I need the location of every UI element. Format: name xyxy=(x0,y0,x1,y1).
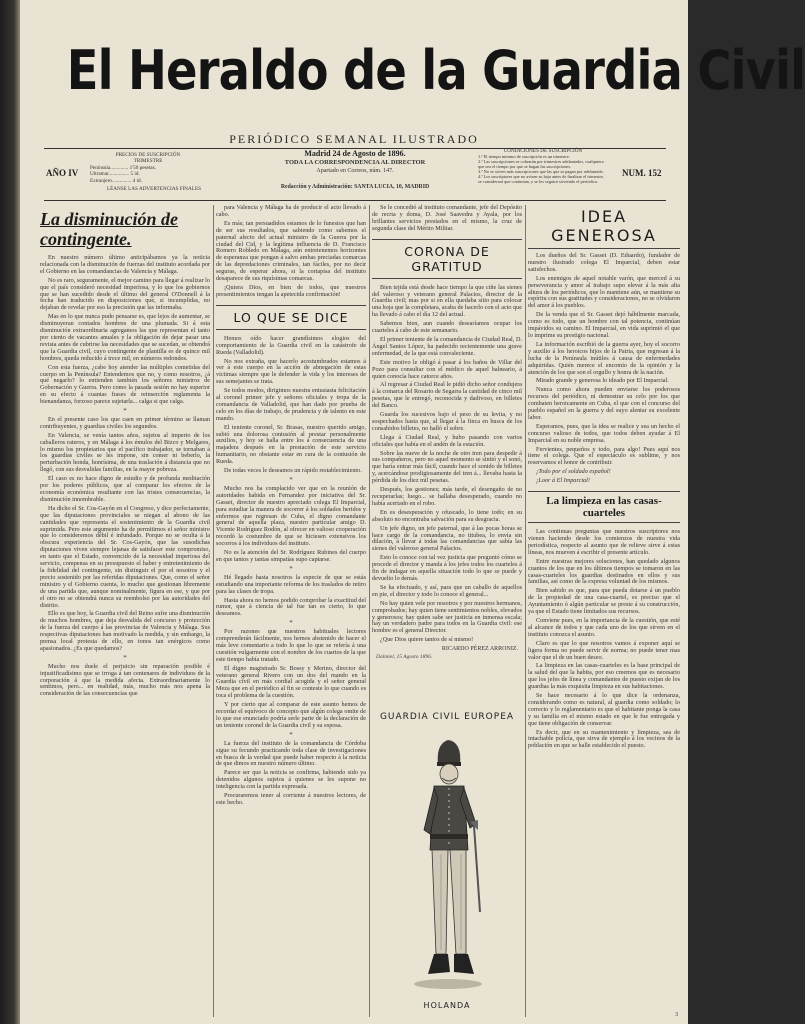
info-bar xyxy=(44,150,666,198)
paragraph: Los enemigos de aquel notable varón, que merced á su perseverancia y amor al trabajo supo elevar á la más alta altura de los periódicos, que lo mantiene aún, se mantiene su espíritu con sus gratitudes y consideraciones, no se olvidaron del amor á los pueblos. xyxy=(528,274,680,310)
column-2 xyxy=(216,205,366,1015)
section-body-corona-de-gratitud xyxy=(372,285,522,645)
paragraph: El digno magistrado Sr. Bossy y Merino, director del veterano general Rivero con un dos del mando en la Guardia civil en más cordial acogida y el señor general Meza que en el periódico al fin se conteste lo que cuando es toca el problema de la cuestión. xyxy=(216,664,366,700)
column-divider-3 xyxy=(525,205,526,1017)
paragraph: Esto lo conoce con tal vez justicia que preguntó cómo se procede el director y manda á los jefes todos los cuarteles á fin de indagar en aquella situación todo lo que se puede y devuelto lo demás. xyxy=(372,554,522,582)
paragraph: Después, los gestiones; más tarde, el desengaño de no recuperarlas; luego... se hallaba desesperado, cuando no había acertado en el robo. xyxy=(372,486,522,507)
paragraph: Hemos oído hacer grandísimos elogios del comportamiento de la Guardia civil en la catástrofe de Rueda (Valladolid). xyxy=(216,334,366,356)
section-body-limpieza xyxy=(528,529,680,750)
separator-stars: * xyxy=(123,407,127,416)
paragraph: Las continuas preguntas que nuestros suscriptores nos vienen haciendo desde los comienzos de nuestra vida periodística, respecto al asunto que de relieve sirve á estas líneas, nos mueven á escribir el presente artículo. xyxy=(528,528,680,556)
paragraph: Ello es que hoy, la Guardia civil del Reino sufre una disminución de muchos hombres, que deja desvalida del concurso y protección de la fuerza del cuerpo á las provincias de Valencia y Málaga. Sus respectivas diputaciones han motivado la medida, y sin embargo, la prensa local protesta de ello, en tonos tan enérgicos como apasionados. ¿Es que quedamos? xyxy=(40,610,210,652)
column-3 xyxy=(372,205,522,705)
paragraph: Conviene pues, en la importancia de la cuestión, que esté al alcance de todos y que cada uno de los que sirven en el instituto conozca el asunto. xyxy=(528,616,680,638)
paragraph: Fervientes, pequeños y todo, para algo! Pues aquí nos tiene el colega. Que el espectáculo es sublime, y nos reservamos el honor de contribuir. xyxy=(528,445,680,467)
year-label: AÑO IV xyxy=(46,168,79,178)
paragraph: No es la atención del Sr. Rodríguez Rubines del cuerpo en que tantos y tantas simpatías supo captarse. xyxy=(216,549,366,563)
paragraph: La limpieza en las casas-cuarteles es la base principal de la salud del que la habita, por eso creemos que es necesario que los jefes de línea y comandantes de puesto exijan de los guardias la más exquisita limpieza en sus habitaciones. xyxy=(528,662,680,691)
paragraph: Sobre las nueve de la noche de otro tren para despedir á sus compañeros, pero no aquel momento se sintió y el sonó, que haría entrar más fácil, cuando hace el sonido de billetes y, acercándose prodigiosamente del tren á... llevaba hasta la pérdida de los diez mil pesetas. xyxy=(372,449,522,485)
separator-stars: * xyxy=(289,619,293,628)
section-heading-idea-generosa: IDEA GENEROSA xyxy=(528,205,680,249)
illustration-title: GUARDIA CIVIL EUROPEA xyxy=(379,712,515,722)
section-body-lo-que-se-dice xyxy=(216,336,366,807)
paragraph: Ha dicho el Sr. Cos-Gayón en el Congreso, y dice perfectamente, que las diputaciones provinciales se niegan al abono de las cantidades que representa el sostenimiento de la Guardia civil suprimida. Pero este argumento ha de permitirnos el señor ministro que lo consideremos débil é infundado. Porque no se oculta á la obscura experiencia del Sr. Cos-Gayón, que las susodichas diputaciones viven siempre lejanas de satisfacer este compromiso, en tanto que el Estado, convencido de la necesidad imperiosa del servicio, compensa en su presupuesto el haber y entretenimiento de la fidelidad del contingente, sin distinguir el por el nosotros y el precio sostenido por las referidas diputaciones. Que, como el señor ministro y el Gobierno cuenta, lo mucho que gestionan libremente de una partida que, aunque nominalmente, figura en ese, y que por el otro no se obtendrá nunca su reembolso por las autoridades del distrito. xyxy=(40,504,210,609)
sword xyxy=(474,826,480,912)
paragraph: Se todos modos, dirigimos nuestra entusiasta felicitación al coronel primer jefe y señores oficiales y tropa de la comandancia de Valladolid, que han dado por prueba de celo en los días de trabajo, de prudencia y de talento en este mando. xyxy=(216,387,366,422)
paragraph: Los dueños del Sr. Gasset (D. Eduardo), fundador de nuestro ilustrado colega El Imparcial, deben estar satisfechos. xyxy=(528,252,680,273)
conditions-title: CONDICIONES DE SUSCRIPCIÓN xyxy=(503,148,583,154)
paragraph: En el presente caso los que caen en primer término se llaman contribuyentes, y guardias civiles los segundos. xyxy=(40,415,210,430)
paragraph: Mucho nos duele el perjuicio sin reparación posible é injustificadísimo que se irroga á tan centenares de individuos de la corporación á que la medida afecta. Extraordinariamente lo sentimos, pero... en realidad, más, mucho más nos apena la consideración de las consecuencias que xyxy=(40,662,210,698)
paragraph: Se ha efectuado, y así, para que un caballo de aquellos en pie, el director y todo lo conoce el general... xyxy=(372,583,522,598)
paragraph: Bien sabido es que, para que pueda dotarse á un pueblo de la propiedad de una casa-cuartel, es preciso que el Ayuntamiento ó algún particular se preste á su construcción, ya que el Estado tiene limitados sus recursos. xyxy=(528,587,680,616)
paragraph: Sabemos bien, aun cuando desearíamos ocupar los cuarteles á cabo de este semanario. xyxy=(372,320,522,335)
issue-number: NUM. 152 xyxy=(622,168,662,178)
right-boot xyxy=(454,954,474,974)
paragraph: Mirado grande y generosa lo ideado por El Imparcial. xyxy=(536,377,669,385)
paragraph: Es más; tan persuadidos estamos de lo funestos que han de ser sus resultados, que sabiendo como sabemos el paternal afecto del actual ministro de la Guerra por la ciudad del Cid, y la legítima influencia de D. Francisco Romero Robledo en Málaga, aún entretenemos horizontes de esperanza que pongan á salvo ambas preciadas comarcas de las depredaciones criminales, tan fáciles, por no decir seguras, de esperar ahora, si la cortapisa del instituto desaparece de sus riquísimas comarcas. xyxy=(216,219,366,283)
paragraph: Nunca como ahora pueden enviarse los poderosos recursos del periódico, ni demostrar su celo por los que combaten heroicamente en Cuba, el que con el concurso del pueblo español en la guerra y del suyo alentar su excelente labor. xyxy=(528,386,680,421)
separator-stars: * xyxy=(123,653,127,662)
paragraph: ¡Quiera Dios, en bien de todos, que nuestros presentimientos tengan la apetecida confirmación! xyxy=(216,283,366,298)
soldier-illustration xyxy=(376,722,518,992)
separator-stars: * xyxy=(289,564,293,573)
paragraph: Hé llegado hasta nosotros la especie de que se estás estudiando una importante reforma de los traslados de retiro para las clases de tropa. xyxy=(216,573,366,595)
masthead-title: El Heraldo de la Guardia Civil xyxy=(66,39,805,102)
news-item-saavedra xyxy=(372,205,522,233)
right-leg xyxy=(450,850,466,954)
belt xyxy=(430,834,468,839)
paragraph: Procuraremos tener al corriente á nuestros lectores, de este hecho. xyxy=(216,792,366,806)
paragraph: Al regresar á Ciudad Real le pidió dicho señor condujera á la comarca del Rosario de Segarra la cantidad de cinco mil pesetas, que le entregó, reconocida y dadivoso, en billetes del Banco. xyxy=(372,381,522,410)
paragraph: Este motivo le obligó á pasar á los baños de Villar del Pozo para consultar con el médico de aquel balneario, á quien conocía hace catorce años. xyxy=(372,358,522,380)
paper-sheet xyxy=(20,0,805,1024)
paragraph: No nos extraña, que hacerlo acostumbrados estamos á ver á este cuerpo en la acción de abnegación de estas victimas siempre que le defender la vida y los intereses de sus semejantes se trata. xyxy=(216,357,366,386)
prices-note: LÉANSE LAS ADVERTENCIAS FINALES xyxy=(106,186,202,192)
prices-period: TRIMESTRE xyxy=(133,158,163,164)
paragraph: Mas en lo que nunca pudo pensarse es, que lejos de aumentar, se disminuyeran contados hombres de una plumada. Si á esta disminución extraordinaria agregamos las que representan el tanto por ciento de vacantes anuales y la obligación de dejar pasar una revista antes de cubrirse las necesidades que se sucedan, se obtendrá que la Guardia civil, cuyo contingente de plantilla es de quince mil hombres, queda reducido á trece mil, en números redondos. xyxy=(40,313,210,362)
article-signature: RICARDO PÉREZ ARRONIZ. xyxy=(441,646,518,653)
section-heading-limpieza: La limpieza en las casas-cuarteles xyxy=(528,491,680,523)
paragraph: El caso es no hace digno de estudio y de profunda meditación por los poderes públicos, que al comparar los efectos de la economía económica resultante con las tristes consecuencias, la disminución innombrable. xyxy=(40,475,210,503)
paragraph: Y por cierto que al comparar de este asunto hemos de recordar el equívoco de concepto que algún colega omite de lo que ese enunciado podría serle parte de la declaración de un teniente coronel de la Guardia civil y su esposa. xyxy=(216,701,366,729)
section-heading-corona-de-gratitud: CORONA DE GRATITUD xyxy=(372,239,522,279)
paragraph: En es desesperación y ofuscado, lo tiene todo; en su absoluto no encontraba salvación para su desgracia. xyxy=(372,508,522,523)
paragraph: Se hace necesario á lo que dice la ordenanza, considerando como es natural, al guardia como soldado; lo correcto y lo reglamentario es que el habitante ponga la casa y su familia en el mismo estado en que le fue entregada y que tiene obligación de conservar. xyxy=(528,692,680,727)
paragraph: Hasta ahora no hemos podido comprobar la exactitud del rumor, que á ciencia de tal fue tan es cierto, lo que deseamos. xyxy=(216,596,366,618)
column-divider-1 xyxy=(213,205,214,1017)
article-dateline: Daimiel, 15 Agosto 1896. xyxy=(376,654,433,661)
paragraph: ¡Todo por el soldado español! xyxy=(536,468,611,476)
paragraph: Mucho nos ha complacido ver que en la reunión de autoridades habida en Fernandez por iniciativa del Sr. Gasset, director de nuestro apreciado colega El Imparcial, para estudiar la manera de socorrer á los soldados heridos y enfermos que regresan de Cuba, el digno comandante general de aquella plaza, nuestro particular amigo D. Vicente Rodríguez Rodón, al ofrecer en valioso cooperación recordó la costumbre de que se hiciesen extensivos los socorros á los individuos del instituto. xyxy=(216,484,366,548)
prices-lines: Península.............. 1'50 pesetas. Ultramar................ 5 id. Extranjero............... 4 id. xyxy=(90,165,156,184)
column-1 xyxy=(40,205,210,1015)
paragraph: Esperamos, pues, que la idea se realice y sea un hecho el concurso valioso de todos, que todos deben ayudar á El Imparcial en su noble empresa. xyxy=(528,422,680,444)
column-divider-2 xyxy=(369,205,370,1017)
section-heading-lo-que-se-dice: LO QUE SE DICE xyxy=(216,305,366,330)
paragraph: El primer teniente de la comandancia de Ciudad Real, D. Ángel Santos López, ha padecido recientemente una grave enfermedad, de la que está convaleciente. xyxy=(372,335,522,357)
prices-title: PRECIOS DE SUSCRIPCIÓN xyxy=(115,152,181,158)
conditions-text: 1.ª El tiempo mínimo de suscripción es un trimestre. 2.ª Las suscripciones se cobrarán por trimestres adelantados, cualquiera que sea el tiempo por que se hagan las suscripciones. 3.ª No se sirven más suscripciones que las que se pagan por adelantado. 4.ª Los suscriptores que no avisen su baja antes de finalizar el trimestre, se considerará que continúan, y se les seguirá sirviendo el periódico. xyxy=(478,154,605,184)
ground-shadow xyxy=(414,979,482,989)
section-body-idea-generosa xyxy=(528,253,680,485)
paragraph: ¡Loor á El Imparcial! xyxy=(536,477,590,485)
paragraph: Entre nuestras mejores soluciones, han quedado algunos cuantos de los que en los últimos tiempos se tomaron en las casas-cuarteles los guardias destinados en ellos y sus familias, así como de la expresa voluntad de los mismos. xyxy=(528,557,680,586)
paragraph: Bien tejida está desde hace tiempo la que ciñe las sienes del valeroso y veterano general Palacios, director de la Guardia civil; mas por si en ella quedaba sitio para colocar una hoja que la completara, acaba de hacerlo con el acto que ha llevado á cabo el día 12 del actual. xyxy=(372,283,522,319)
helmet xyxy=(438,740,461,764)
article-headline-contingente: La disminución de contingente. xyxy=(40,209,179,249)
paragraph: En nuestro número último anticipábamos ya la noticia relacionada con la disminución de fuerzas del instituto acordada por el Gobierno en las comandancias de Valencia y Málaga. xyxy=(40,254,210,275)
paragraph: Se le concedió al instituto comandante, jefe del Depósito de recria y doma, D. José Saavedra y Ayala, por los brillantes servicios prestados en el mismo, la cruz de segunda clase del Mérito Militar. xyxy=(372,204,522,232)
paragraph: No es raro, seguramente, el mejor camino para llegar á realizar lo que el país consideró necesidad imperiosa, y lo que los gobiernos que se han sucedido desde el último del general O'Donnell á la fecha han traducido en disposiciones que, si incumplidas, no dejaban de revelar por eso la precisión que las informaba. xyxy=(40,276,210,312)
paragraph: La fuerza del instituto de la comandancia de Córdoba sigue su fecundo practicando toda clase de investigaciones en busca de la verdad que puede haber respecto á la noticia de que dimos en nuestro número último. xyxy=(216,739,366,768)
page-number: 3 xyxy=(675,1012,678,1018)
illustration-caption: HOLANDA xyxy=(423,1001,471,1010)
paragraph: Es decir, que en su mantenimiento y limpieza, sea de intachable policía, que sirva de ejemplo á los vecinos de la población en que se halle establecido el puesto. xyxy=(528,728,680,750)
info-bottom-rule xyxy=(44,200,666,201)
postal-box: Apartado en Correos, núm. 147. xyxy=(316,168,394,174)
correspondence-line: TODA LA CORRESPONDENCIA AL DIRECTOR xyxy=(284,159,426,166)
paragraph: ¿Que Dios quiere tantos de sí mismo! xyxy=(380,636,474,644)
left-leg xyxy=(432,850,448,954)
paragraph: Con esta fuerza, ¿cabe hoy atender las múltiples cometidas del cuerpo en la Península? Entendemos que no, y como nosotros, ¿á qué negarlo? lo entienden también los señores ministros de Gobernación y Guerra. Pero como la pasada sesión no hay superior en su efecto á cuantas frases de reinserción reglamenta la bienandanza, forzoso parece sujetarla... calga si que calga. xyxy=(40,363,210,406)
separator-stars: * xyxy=(289,730,293,739)
article-body-contingente xyxy=(40,255,210,698)
left-boot xyxy=(428,954,450,974)
paragraph: En Valencia, se venía tantos años, sujetos al imperio de los caballeros rateros, y en Málaga á los émulos del Bizco y Melgares, lo mismo los propietarios que el pacífico trabajador, se tornaban á los guardias civiles se les impone, sin comer ni beberlo, la perturbación honda, honrísima, de una traslación á distancia que no llegó, con sus desvalidas familias, en la mayor pobreza. xyxy=(40,431,210,474)
paragraph: Parece ser que la noticia se confirma, habiendo sido ya detenidos algunos sujetos á quienes se les supone no inteligencia con la partida expresada. xyxy=(216,769,366,791)
address-line: Redacción y Administración: SANTA LUCIA, 10, MADRID xyxy=(280,184,430,190)
article-body-continued xyxy=(216,205,366,299)
paragraph: Claro es que lo que nosotros vamos á exponer aquí se ligera forma no puede servir de norma; no puede tener mas valor que el de un buen deseo. xyxy=(528,639,680,661)
book-binding xyxy=(0,0,20,1024)
paragraph: El teniente coronel, Sr. Brasas, nuestro querido amigo, subió una dolorosa contusión al prestar personalmente auxilios, y hoy se halla entre los á consecuencia de una majadera después en la prestación de este servicio humanitario, no obstante estar en cura de la contusión de Rueda. xyxy=(216,423,366,466)
column-4 xyxy=(528,205,680,1015)
paragraph: De la venda que el Sr. Gasset dejó hábilmente marcada, como es todo, que un hombre con tal potencia, continúan impávidos su camino. El Imparcial, en vida suprimió el que lo imprime su prestigio nacional. xyxy=(528,311,680,339)
paragraph: No hay quien vele por nosotros y por nuestros hermanos, comprobados; hay quien tiene sentimientos nobles, elevados y generosos; hay quien sabe ser justicia en inmensa escala; hay un verdadero padre para todos en la Guardia civil: ese hombre es el general Director. xyxy=(372,599,522,635)
paragraph: Por razones que nuestros habituales lectores comprenderán fácilmente, nos hemos abstenido de hacer el más leve comentario a todo lo que lo que se refería á una cuestión vulgarmente con el nombre de los cuartos de la que este tiempo había tratado. xyxy=(216,628,366,663)
masthead-subtitle: PERIÓDICO SEMANAL ILUSTRADO xyxy=(229,132,479,146)
paragraph: Guarda los sucesivos bajo el peso de su levita, y no sospechados hasta que, al llegar á la finca en busca de los consabidos billetes, no halló el sobre. xyxy=(372,411,522,432)
issue-date: Madrid 24 de Agosto de 1896. xyxy=(304,149,406,158)
paragraph: De todas veces le deseamos un rápido restablecimiento. xyxy=(224,467,362,475)
separator-stars: * xyxy=(289,476,293,484)
paragraph: para Valencia y Málaga ha de producir el acto llevado á cabo. xyxy=(216,204,366,218)
paragraph: Un jefe digno, un jefe paternal, que á las pocas horas se hace cargo de la comandancia, no titubea, lo envía sin dilación, á llevar á todas las comandancias que sabía las sienes del valeroso general Palacios. xyxy=(372,524,522,553)
paragraph: La información escribió de la guerra ayer, hoy el socorro y auxilio á los heroicos hijos de la Patria, que regresan á la lucha de la Península inútiles á causa de enfermedades adquiridas. Quién merece el encomio de la opinión y la atención de los que son el orgullo y honra de la nación. xyxy=(528,340,680,376)
illustration-guardia-holanda xyxy=(376,712,518,1012)
paragraph: Llega á Ciudad Real, y hubo pasando con varios oficiales que había en el andén de la estación. xyxy=(372,433,522,448)
